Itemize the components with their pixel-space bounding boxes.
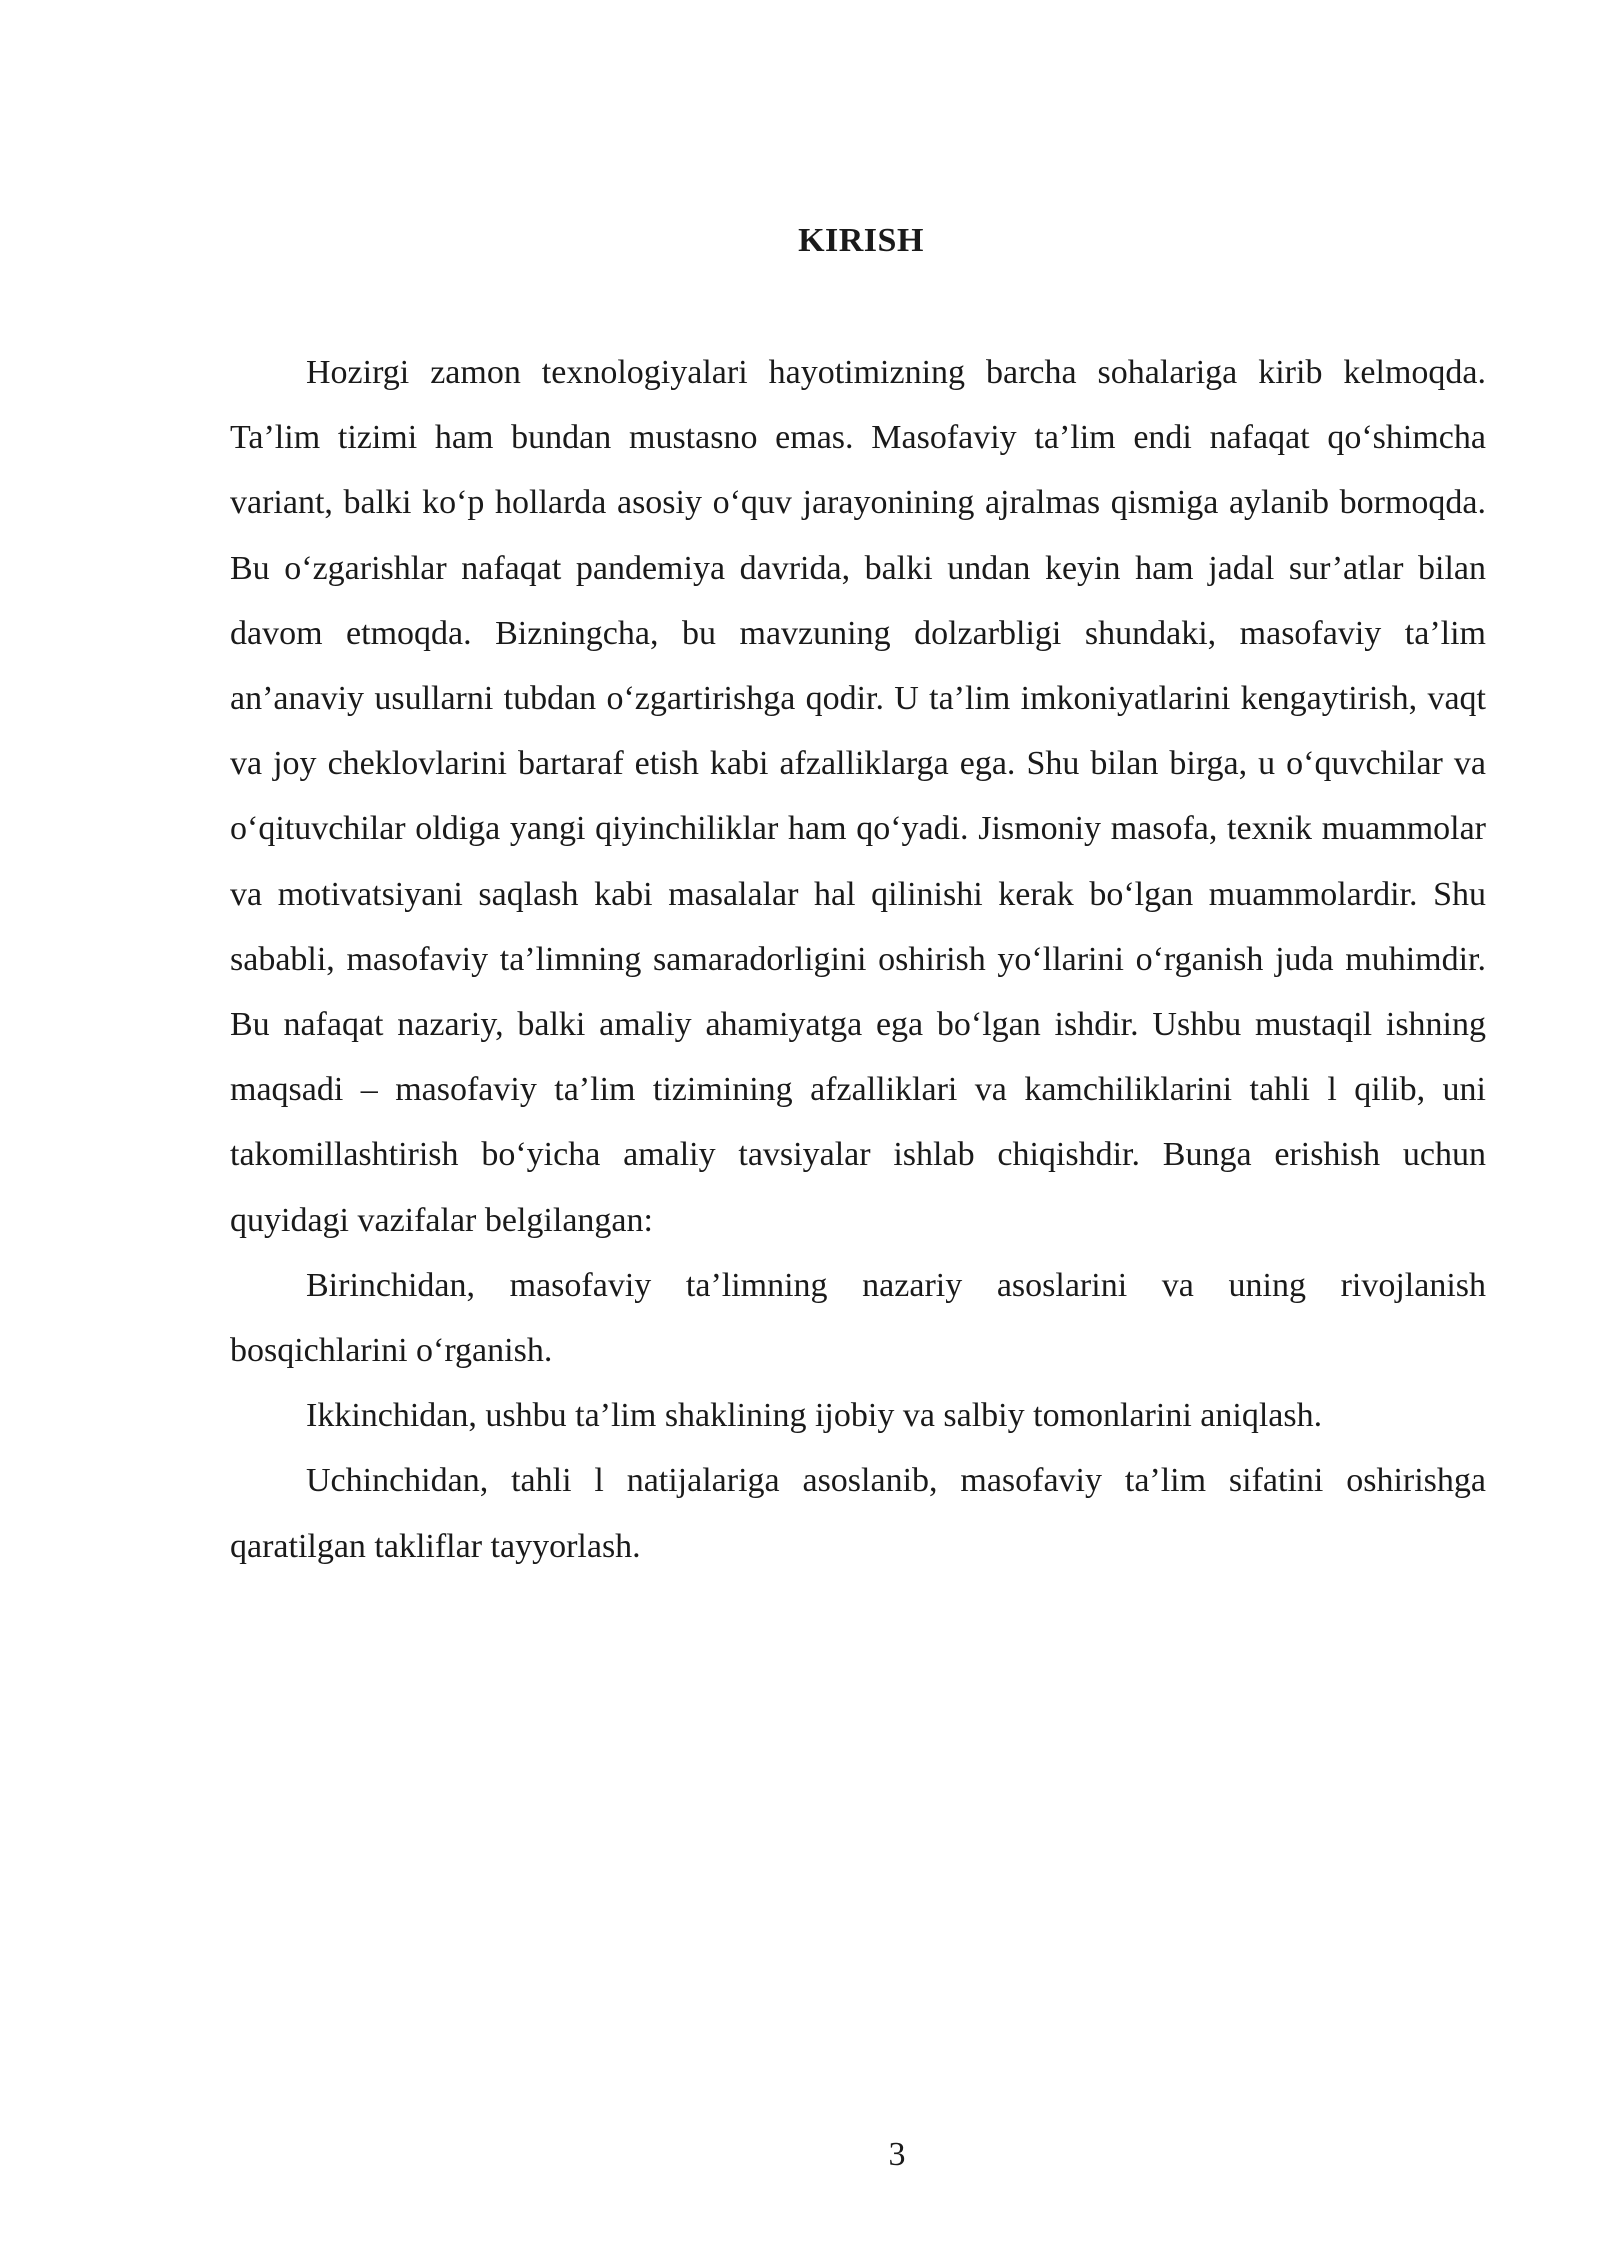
page-number: 3: [888, 2136, 906, 2173]
paragraph-task-third: Uchinchidan, tahli l natijalariga asoslanib, masofaviy ta’lim sifatini oshirishga qaratilgan takliflar tayyorlash.: [230, 1462, 1486, 1565]
paragraph-introduction: Hozirgi zamon texnologiyalari hayotimizning barcha sohalariga kirib kelmoqda. Ta’lim tizimi ham bundan mustasno emas. Masofaviy ta’lim endi nafaqat qo‘shimcha variant, balki ko‘p hollarda asosiy o‘quv jarayonining ajralmas qismiga aylanib bormoqda. Bu o‘zgarishlar nafaqat pandemiya davrida, balki undan keyin ham jadal sur’atlar bilan davom etmoqda. Bizningcha, bu mavzuning dolzarbligi shundaki, masofaviy ta’lim an’anaviy usullarni tubdan o‘zgartirishga qodir. U ta’lim imkoniyatlarini kengaytirish, vaqt va joy cheklovlarini bartaraf etish kabi afzalliklarga ega. Shu bilan birga, u o‘quvchilar va o‘qituvchilar oldiga yangi qiyinchiliklar ham qo‘yadi. Jismoniy masofa, texnik muammolar va motivatsiyani saqlash kabi masalalar hal qilinishi kerak bo‘lgan muammolardir. Shu sababli, masofaviy ta’limning samaradorligini oshirish yo‘llarini o‘rganish juda muhimdir. Bu nafaqat nazariy, balki amaliy ahamiyatga ega bo‘lgan ishdir. Ushbu mustaqil ishning maqsadi – masofaviy ta’lim tizimining afzalliklari va kamchiliklarini tahli l qilib, uni takomillashtirish bo‘yicha amaliy tavsiyalar ishlab chiqishdir. Bunga erishish uchun quyidagi vazifalar belgilangan:: [230, 354, 1486, 1239]
body-text: [230, 340, 1486, 1579]
section-heading: KIRISH: [798, 222, 924, 259]
paragraph-task-second: Ikkinchidan, ushbu ta’lim shaklining ijobiy va salbiy tomonlarini aniqlash.: [306, 1397, 1323, 1435]
paragraph-task-first: Birinchidan, masofaviy ta’limning nazariy asoslarini va uning rivojlanish bosqichlarini o‘rganish.: [230, 1266, 1486, 1370]
